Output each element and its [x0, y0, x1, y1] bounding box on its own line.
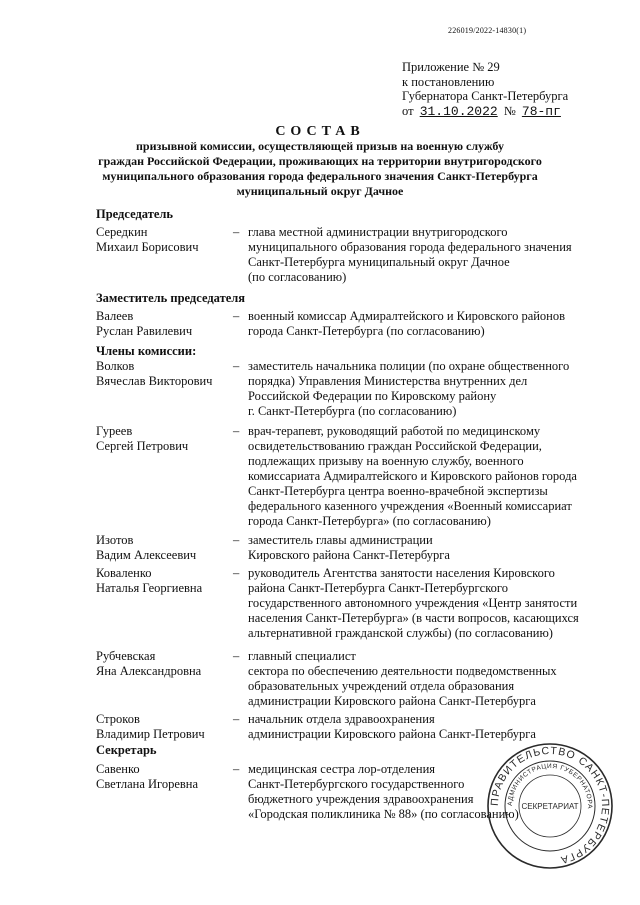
member-name — [96, 566, 226, 596]
member-position — [248, 359, 593, 419]
member-surname: Коваленко — [96, 566, 152, 580]
member-dash: – — [233, 225, 240, 239]
subtitle-line: граждан Российской Федерации, проживающих на территории внутригородского — [98, 154, 542, 168]
member-name — [96, 762, 226, 792]
date-prefix: от — [402, 103, 414, 118]
decree-number: 78-пг — [521, 103, 561, 119]
subtitle-line: муниципального образования города федерального значения Санкт-Петербурга — [102, 169, 538, 183]
appendix-block — [402, 60, 568, 119]
official-stamp — [486, 742, 614, 870]
member-surname: Середкин — [96, 225, 148, 239]
member-name — [96, 712, 226, 742]
member-position — [248, 566, 593, 641]
position-line: населения Санкт-Петербурга» (в части вопросов, касающихся — [248, 611, 579, 625]
section-secretary: Секретарь — [96, 743, 157, 757]
position-line: города Санкт-Петербурга (по согласованию) — [248, 324, 485, 338]
member-dash: – — [233, 566, 240, 580]
document-subtitle — [70, 139, 570, 199]
member-surname: Строков — [96, 712, 140, 726]
member-name — [96, 225, 226, 255]
position-line: заместитель начальника полиции (по охране общественного — [248, 359, 570, 373]
position-line: сектора по обеспечению деятельности подведомственных — [248, 664, 557, 678]
position-line: главный специалист — [248, 649, 356, 663]
member-given-name: Вадим Алексеевич — [96, 548, 197, 562]
position-line: Санкт-Петербурга центра военно-врачебной экспертизы — [248, 484, 548, 498]
member-given-name: Руслан Равилевич — [96, 324, 193, 338]
position-line: администрации Кировского района Санкт-Петербурга — [248, 727, 536, 741]
member-position — [248, 225, 593, 285]
position-line: администрации Кировского района Санкт-Петербурга — [248, 694, 536, 708]
member-dash: – — [233, 309, 240, 323]
member-given-name: Яна Александровна — [96, 664, 202, 678]
member-position — [248, 309, 593, 339]
stamp-center-text: СЕКРЕТАРИАТ — [521, 802, 579, 811]
member-surname: Рубчевская — [96, 649, 156, 663]
member-name — [96, 649, 226, 679]
position-line: образовательных учреждений отдела образования — [248, 679, 515, 693]
member-given-name: Михаил Борисович — [96, 240, 199, 254]
member-surname: Изотов — [96, 533, 134, 547]
member-given-name: Вячеслав Викторович — [96, 374, 213, 388]
position-line: Российской Федерации по Кировскому району — [248, 389, 497, 403]
appendix-line-3: Губернатора Санкт-Петербурга — [402, 89, 569, 103]
member-surname: Валеев — [96, 309, 134, 323]
subtitle-line: муниципальный округ Дачное — [236, 184, 404, 198]
position-line: района Санкт-Петербурга Санкт-Петербургского — [248, 581, 508, 595]
position-line: освидетельствованию граждан Российской Федерации, — [248, 439, 542, 453]
member-name — [96, 533, 226, 563]
member-name — [96, 424, 226, 454]
position-line: г. Санкт-Петербурга (по согласованию) — [248, 404, 457, 418]
position-line: бюджетного учреждения здравоохранения — [248, 792, 474, 806]
number-prefix: № — [503, 103, 516, 118]
section-chairman: Председатель — [96, 207, 174, 221]
position-line: заместитель главы администрации — [248, 533, 433, 547]
member-position — [248, 424, 593, 529]
position-line: начальник отдела здравоохранения — [248, 712, 435, 726]
member-dash: – — [233, 712, 240, 726]
position-line: порядка) Управления Министерства внутренних дел — [248, 374, 528, 388]
member-dash: – — [233, 359, 240, 373]
member-given-name: Владимир Петрович — [96, 727, 205, 741]
position-line: муниципального образования города федерального значения — [248, 240, 572, 254]
position-line: Кировского района Санкт-Петербурга — [248, 548, 450, 562]
member-dash: – — [233, 533, 240, 547]
member-given-name: Наталья Георгиевна — [96, 581, 203, 595]
position-line: медицинская сестра лор-отделения — [248, 762, 436, 776]
member-name — [96, 309, 226, 339]
member-surname: Савенко — [96, 762, 140, 776]
position-line: альтернативной гражданской службы) (по согласованию) — [248, 626, 553, 640]
section-deputy: Заместитель председателя — [96, 291, 246, 305]
stamp-inner-text: АДМИНИСТРАЦИЯ ГУБЕРНАТОРА — [506, 762, 594, 810]
subtitle-line: призывной комиссии, осуществляющей призыв на военную службу — [136, 139, 504, 153]
member-given-name: Светлана Игоревна — [96, 777, 199, 791]
member-name — [96, 359, 226, 389]
appendix-date-line — [402, 104, 568, 120]
position-line: руководитель Агентства занятости населения Кировского — [248, 566, 555, 580]
section-members: Члены комиссии: — [96, 344, 197, 358]
member-position — [248, 712, 593, 742]
member-dash: – — [233, 649, 240, 663]
position-line: федерального казенного учреждения «Военный комиссариат — [248, 499, 572, 513]
position-line: государственного автономного учреждения «Центр занятости — [248, 596, 578, 610]
document-title: СОСТАВ — [275, 124, 365, 139]
decree-date: 31.10.2022 — [419, 103, 498, 119]
position-line: «Городская поликлиника № 88» (по согласованию) — [248, 807, 519, 821]
member-dash: – — [233, 424, 240, 438]
member-surname: Волков — [96, 359, 135, 373]
position-line: врач-терапевт, руководящий работой по медицинскому — [248, 424, 541, 438]
member-surname: Гуреев — [96, 424, 133, 438]
member-position — [248, 649, 593, 709]
member-given-name: Сергей Петрович — [96, 439, 189, 453]
member-dash: – — [233, 762, 240, 776]
member-position — [248, 533, 593, 563]
position-line: подлежащих призыву на военную службу, военного — [248, 454, 524, 468]
position-line: Санкт-Петербурга муниципальный округ Дачное — [248, 255, 510, 269]
appendix-line-2: к постановлению — [402, 74, 495, 89]
position-line: глава местной администрации внутригородского — [248, 225, 508, 239]
position-line: города Санкт-Петербурга» (по согласованию) — [248, 514, 491, 528]
position-line: комиссариата Адмиралтейского и Кировского районов города — [248, 469, 577, 483]
position-line: (по согласованию) — [248, 270, 347, 284]
position-line: Санкт-Петербургского государственного — [248, 777, 465, 791]
position-line: военный комиссар Адмиралтейского и Кировского районов — [248, 309, 566, 323]
stamp-outer-text: ПРАВИТЕЛЬСТВО САНКТ-ПЕТЕРБУРГА — [488, 744, 612, 867]
document-number: 226019/2022-14830(1) — [448, 26, 527, 35]
appendix-line-1: Приложение № 29 — [402, 60, 500, 74]
